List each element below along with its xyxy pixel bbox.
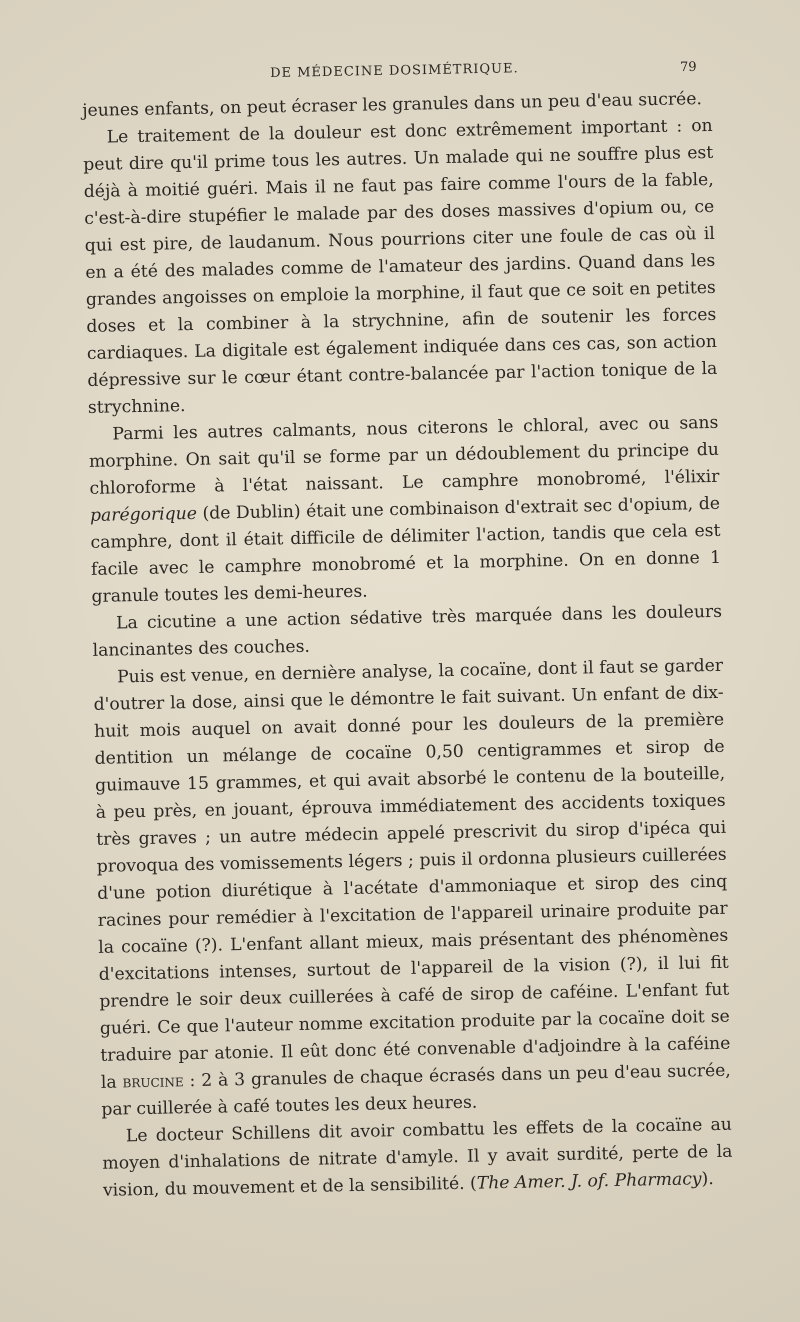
paragraph-3-italic: parégorique <box>89 503 198 526</box>
paragraph-2: Le traitement de la douleur est donc extrêmement important : on peut dire qu'il prime tous les autres. Un malade qui ne souffre plus est déjà à moitié guéri. Mais il ne faut pas faire comme l'ours de la fable, c'est-à-dire stupéfier le malade par des doses massives d'opium ou, ce qui est pire, de laudanum. Nous pourrions citer une foule de cas où il en a été des malades comme de l'amateur des jardins. Quand dans les grandes angoisses on emploie la morphine, il faut que ce soit en petites doses et la combiner à la strychnine, afin de soutenir les forces cardiaques. La digitale est également indiquée dans ces cas, son action dépressive sur le cœur étant contre-balancée par l'action tonique de la strychnine. <box>83 115 718 418</box>
paragraph-6-text-b: ). <box>701 1169 714 1190</box>
paragraph-5-text-a: Puis est venue, en dernière analyse, la cocaïne, dont il faut se garder d'outrer la dose, ainsi que le démontre le fait suivant. Un enfant de dix-huit mois auquel on avait donné pour les douleurs de la première dentition un mélange de cocaïne 0,50 centigrammes et sirop de guimauve 15 grammes, et qui avait absorbé le contenu de la bouteille, à peu près, en jouant, éprouva immédiatement des accidents toxiques très graves ; un autre médecin appelé prescrivit du sirop d'ipéca qui provoqua des vomissements légers ; puis il ordonna plusieurs cuillerées d'une potion diurétique à l'acétate d'ammoniaque et sirop des cinq racines pour remédier à l'excitation de l'appareil urinaire produite par la cocaïne (?). L'enfant allant mieux, mais présentant des phénomènes d'excitations intenses, surtout de l'appareil de la vision (?), il lui fit prendre le soir deux cuillerées à café de sirop de caféine. L'enfant fut guéri. Ce que l'auteur nomme excitation produite par la cocaïne doit se traduire par atonie. Il eût donc été convenable d'adjoindre à la caféine la <box>93 655 731 1093</box>
paragraph-6-text-a: Le docteur Schillens dit avoir combattu les effets de la cocaïne au moyen d'inhalations de nitrate d'amyle. Il y avait surdité, perte de la vision, du mouvement et de la sensibilité. ( <box>102 1114 733 1201</box>
paragraph-4: La cicutine a une action sédative très marquée dans les douleurs lancinantes des couches. <box>92 601 723 661</box>
body-text <box>82 86 733 1205</box>
paragraph-3 <box>88 410 722 611</box>
paragraph-1: jeunes enfants, on peut écraser les granules dans un peu d'eau sucrée. <box>82 89 703 121</box>
page-number: 79 <box>679 59 697 76</box>
paragraph-6 <box>102 1112 733 1205</box>
paragraph-5-brucine: brucine <box>122 1071 184 1093</box>
paragraph-5-text-b: : 2 à 3 granules de chaque écrasés dans un peu d'eau sucrée, par cuillerée à café toutes les deux heures. <box>101 1060 732 1120</box>
paragraph-5 <box>93 653 732 1124</box>
paragraph-3-text-b: (de Dublin) était une combinaison d'extrait sec d'opium, de camphre, dont il était difficile de délimiter l'action, tandis que cela est facile avec le camphre monobromé et la morphine. On en donne 1 granule toutes les demi-heures. <box>90 493 722 607</box>
running-header: DE MÉDECINE DOSIMÉTRIQUE. <box>270 61 519 81</box>
paragraph-6-italic: The Amer. J. of. Pharmacy <box>476 1169 702 1194</box>
paragraph-3-text-a: Parmi les autres calmants, nous citerons le chloral, avec ou sans morphine. On sait qu'il se forme par un dédoublement du principe du chloroforme à l'état naissant. Le camphre monobromé, l'élixir <box>88 412 720 499</box>
